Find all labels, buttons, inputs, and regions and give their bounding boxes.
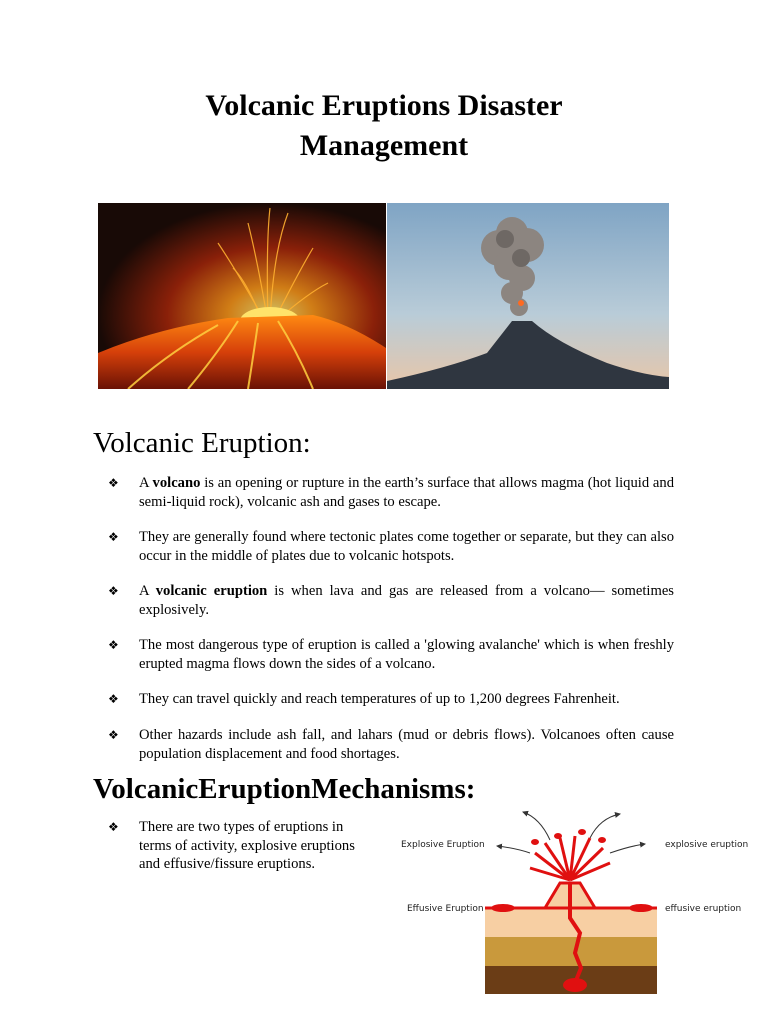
bullet-text: Other hazards include ash fall, and lahars (mud or debris flows). Volcanoes often cause population displacement and food shortages. xyxy=(139,727,674,762)
list-item xyxy=(108,582,674,619)
diamond-bullet-icon: ❖ xyxy=(108,476,119,490)
page-title-line1: Volcanic Eruptions Disaster xyxy=(205,89,563,122)
erupting-volcano-lava-photo xyxy=(98,203,386,389)
list-item xyxy=(108,474,674,511)
bullet-bold-term: volcano xyxy=(152,475,201,491)
bullet-text: There are two types of eruptions in terms of activity, explosive eruptions and effusive/fissure eruptions. xyxy=(139,819,355,872)
eruption-types-diagram xyxy=(395,808,755,998)
bullet-text: The most dangerous type of eruption is called a 'glowing avalanche' which is when freshly erupted magma flows down the sides of a volcano. xyxy=(139,637,674,672)
bullet-text: They are generally found where tectonic plates come together or separate, but they can also occur in the middle of plates due to volcanic hotspots. xyxy=(139,529,674,564)
diamond-bullet-icon: ❖ xyxy=(108,638,119,652)
label-explosive-eruption-left: Explosive Eruption xyxy=(401,840,485,850)
list-item xyxy=(108,528,674,565)
label-effusive-eruption-right: effusive eruption xyxy=(665,904,742,914)
bullet-text: They can travel quickly and reach temperatures of up to 1,200 degrees Fahrenheit. xyxy=(139,691,620,707)
bullet-text: A xyxy=(139,583,156,599)
diamond-bullet-icon: ❖ xyxy=(108,820,119,834)
section-heading-volcanic-eruption: Volcanic Eruption: xyxy=(93,427,311,459)
bullet-bold-term: volcanic eruption xyxy=(155,583,268,599)
section-heading-eruption-mechanisms: VolcanicEruptionMechanisms: xyxy=(93,773,476,805)
label-effusive-eruption-left: Effusive Eruption xyxy=(407,904,484,914)
bullet-text: is an opening or rupture in the earth’s surface that allows magma (hot liquid and semi-liquid rock), volcanic ash and gases to escape. xyxy=(139,475,674,510)
list-item xyxy=(108,636,674,673)
page-title-line2: Management xyxy=(299,129,469,162)
diamond-bullet-icon: ❖ xyxy=(108,584,119,598)
list-item xyxy=(108,690,674,709)
diamond-bullet-icon: ❖ xyxy=(108,692,119,706)
diamond-bullet-icon: ❖ xyxy=(108,530,119,544)
ground-layer-middle xyxy=(485,937,657,966)
label-explosive-eruption-right: explosive eruption xyxy=(665,840,749,850)
bullet-text: is when lava and gas are released from a volcano— sometimes explosively. xyxy=(139,583,674,618)
volcano-ash-plume-photo xyxy=(387,203,669,389)
list-item xyxy=(108,818,378,874)
diamond-bullet-icon: ❖ xyxy=(108,728,119,742)
bullet-text: A xyxy=(139,475,153,491)
list-item xyxy=(108,726,674,763)
page-title xyxy=(0,86,768,166)
